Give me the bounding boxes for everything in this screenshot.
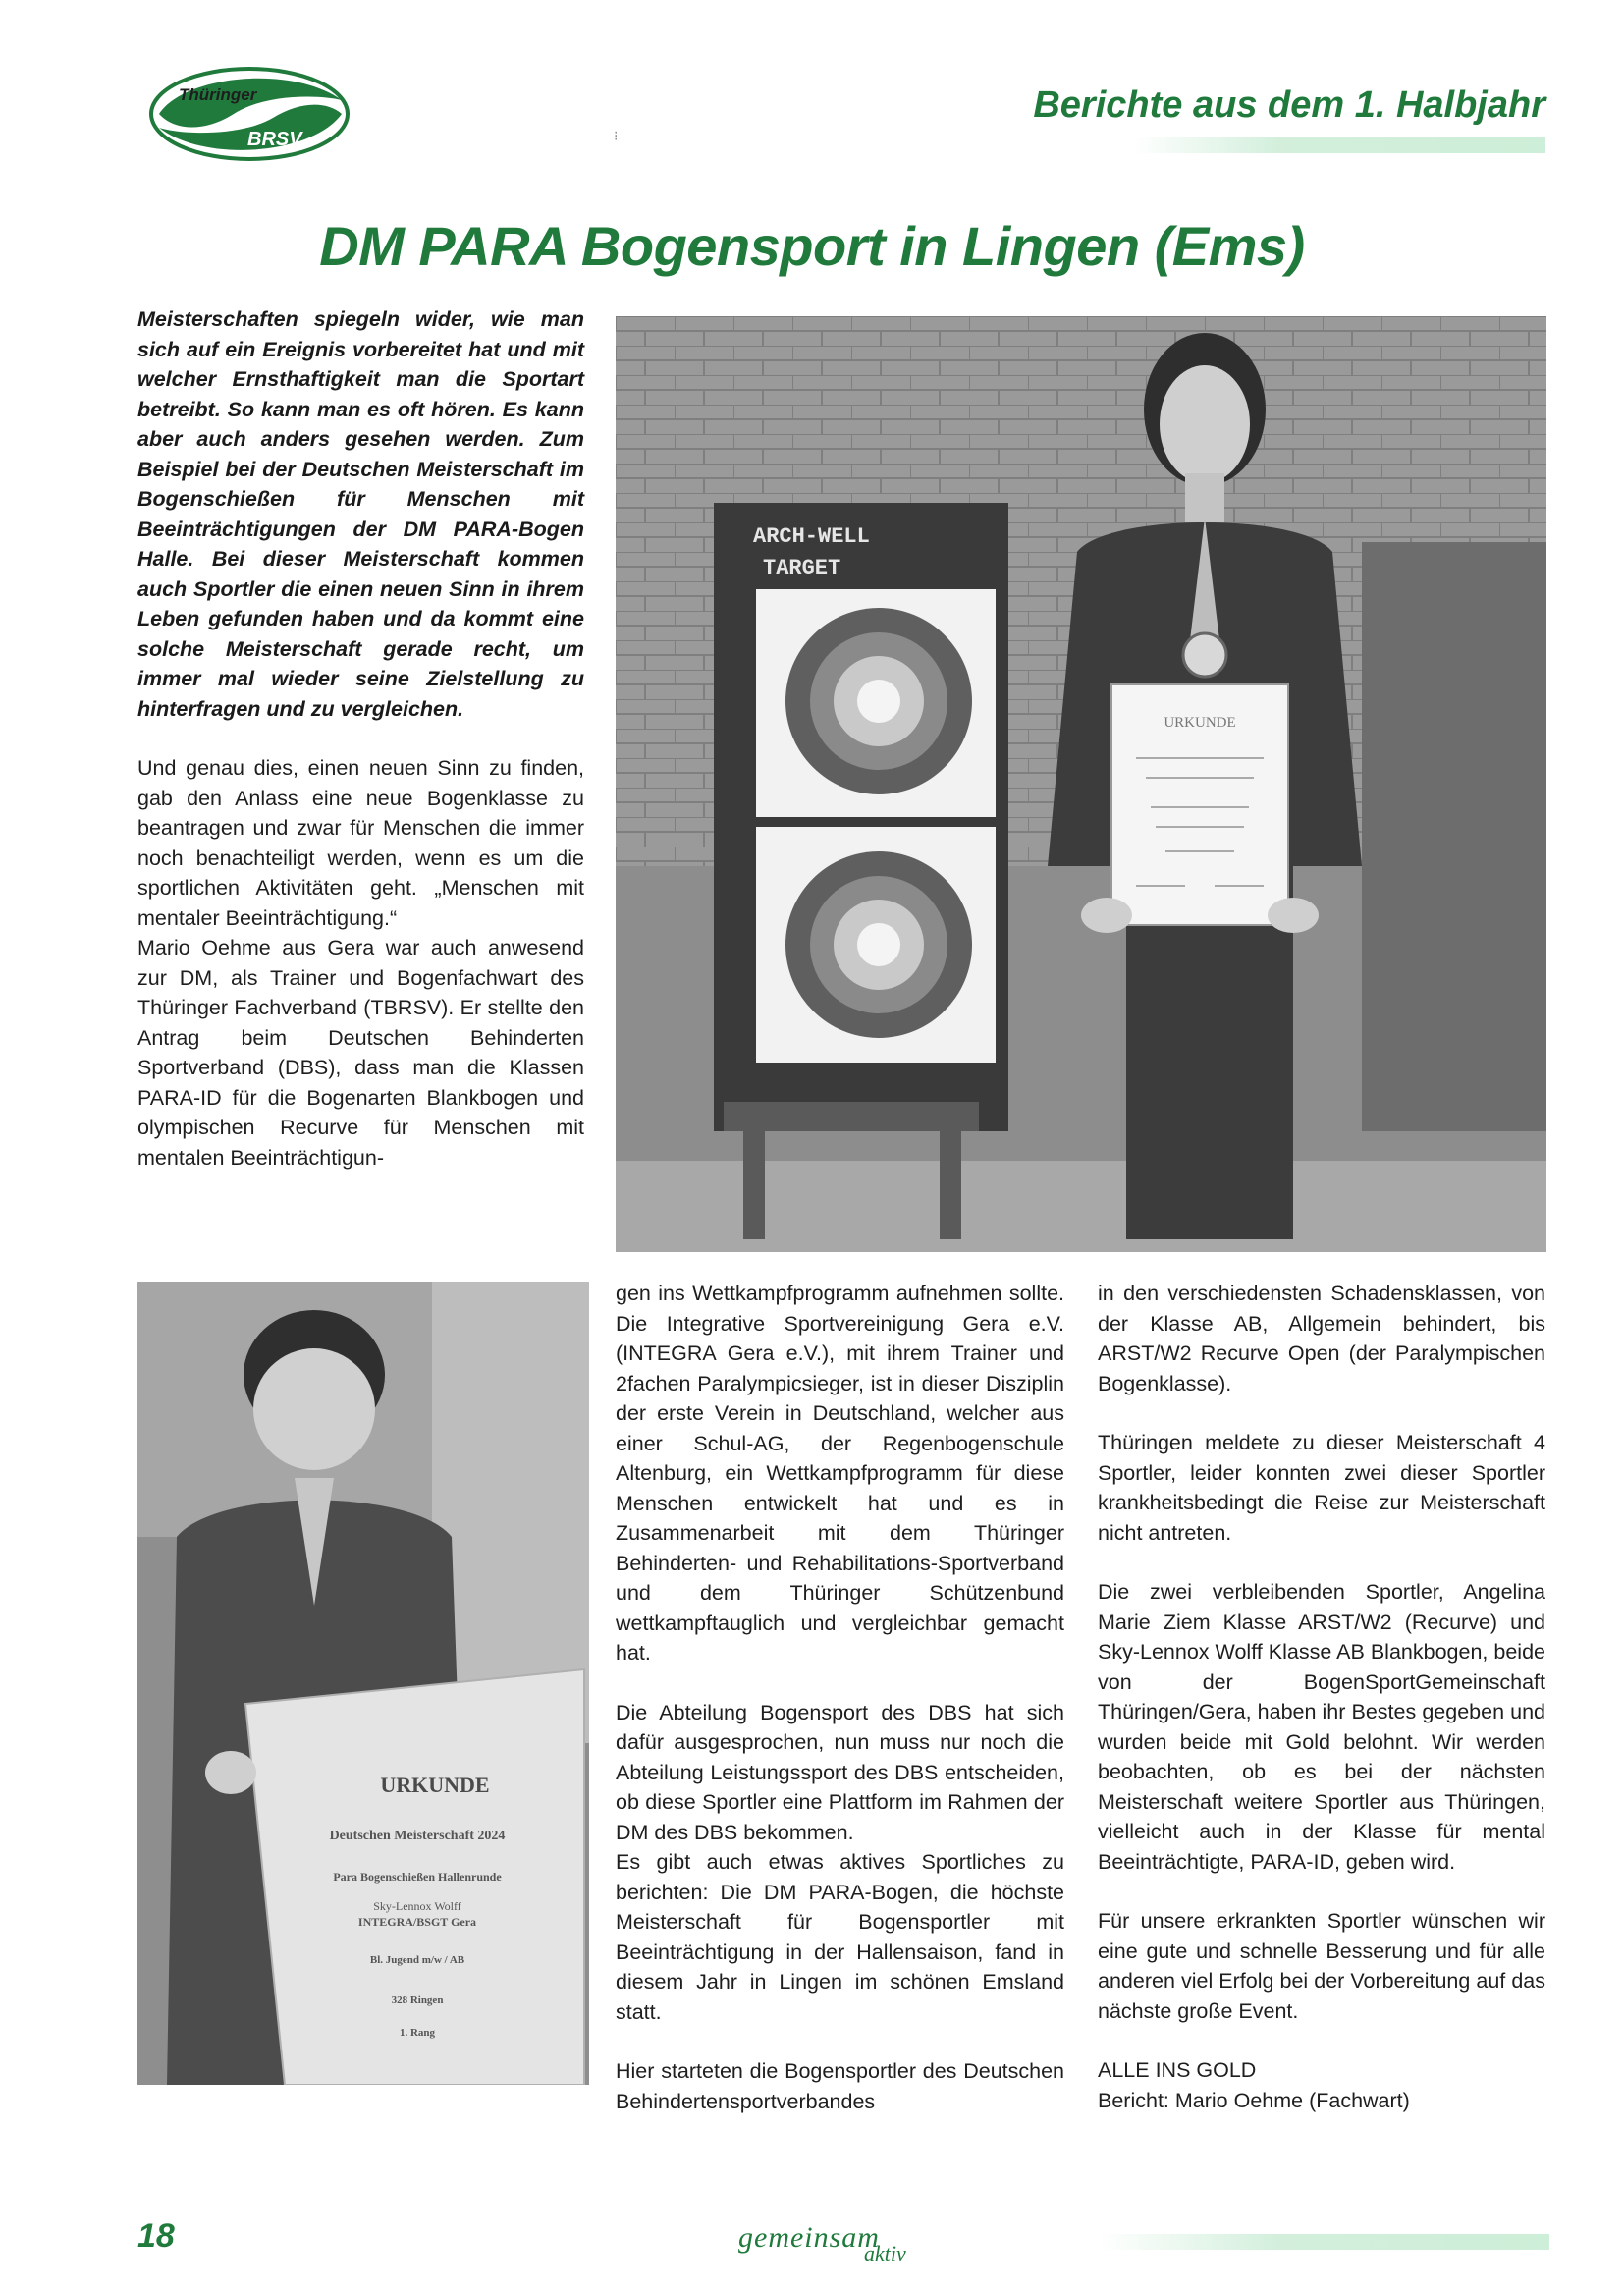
- thueringer-brsv-logo: [145, 61, 359, 171]
- article-intro: Meisterschaften spiegeln wider, wie man sich auf ein Ereignis vorbereitet hat und mit welcher Ernsthaftigkeit man die Sportart betreibt. So kann man es oft hören. Es kann aber auch anders gesehen werden. Zum Beispiel bei der Deutschen Meisterschaft im Bogenschießen für Menschen mit Beeinträchtigungen der DM PARA-Bogen Halle. Bei dieser Meisterschaft kommen auch Sportler die einen neuen Sinn in ihrem Leben gefunden haben und da kommt eine solche Meisterschaft gerade recht, um immer mal wieder seine Zielstellung zu hinterfragen und zu vergleichen.: [137, 307, 584, 721]
- article-title: DM PARA Bogensport in Lingen (Ems): [319, 215, 1305, 277]
- section-title: Berichte aus dem 1. Halbjahr: [1033, 84, 1545, 126]
- logo-graphic: [145, 61, 359, 171]
- page-number: 18: [137, 2217, 175, 2255]
- article-paragraph: Die zwei verbleibenden Sportler, Angelina Marie Ziem Klasse ARST/W2 (Recurve) und Sky-Lennox Wolff Klasse AB Blankbogen, beide von der BogenSportGemeinschaft Thüringen/Gera, haben ihr Bestes gegeben und wurden beide mit Gold belohnt. Wir werden beobachten, ob es bei der nächsten Meisterschaft weitere Sportler aus Thüringen, vielleicht auch in der Klasse für mental Beeinträchtigte, PARA-ID, geben wird.: [1098, 1580, 1545, 1874]
- article-column-2: [616, 1279, 1064, 2116]
- banner-line1: ARCH-WELL: [753, 524, 870, 549]
- photo-main-graphic: [616, 316, 1546, 1252]
- section-title-bar: [1133, 137, 1545, 153]
- certificate-line: Para Bogenschießen Hallenrunde: [333, 1870, 502, 1884]
- certificate-line: Sky-Lennox Wolff: [373, 1899, 461, 1913]
- article-paragraph: Mario Oehme aus Gera war auch anwesend zur DM, als Trainer und Bogenfachwart des Thüringer Fachverband (TBRSV). Er stellte den Antrag beim Deutschen Behinderten Sportverband (DBS), dass man die Klassen PARA-ID für die Bogenarten Blankbogen und olympischen Recurve für Menschen mit mentalen Beeinträchtigun-: [137, 936, 584, 1170]
- article-column-3: [1098, 1279, 1545, 2115]
- article-paragraph: Thüringen meldete zu dieser Meisterschaft 4 Sportler, leider konnten zwei dieser Sportler krankheitsbedingt die Reise zur Meisterschaft nicht antreten.: [1098, 1431, 1545, 1545]
- certificate-title: URKUNDE: [380, 1773, 490, 1797]
- report-author: Bericht: Mario Oehme (Fachwart): [1098, 2088, 1410, 2112]
- article-paragraph: Für unsere erkrankten Sportler wünschen wir eine gute und schnelle Besserung und für alle anderen viel Erfolg bei der Vorbereitung auf das nächste große Event.: [1098, 1909, 1545, 2023]
- certificate-line: 1. Rang: [399, 2027, 436, 2039]
- photo-archer-with-certificate: [616, 316, 1546, 1252]
- scan-mark: ⁝: [614, 128, 619, 143]
- footer-brand-sub: aktiv: [864, 2241, 906, 2266]
- certificate-line: Deutschen Meisterschaft 2024: [329, 1829, 506, 1843]
- logo-text-line1: Thüringer: [179, 85, 257, 104]
- article-paragraph: Es gibt auch etwas aktives Sportliches zu berichten: Die DM PARA-Bogen, die höchste Meisterschaft für Bogensportler mit Beeinträchtigung in der Hallensaison, fand in diesem Jahr in Lingen im schönen Emsland statt.: [616, 1850, 1064, 2024]
- photo-young-archer-with-certificate: [137, 1282, 589, 2085]
- article-paragraph: gen ins Wettkampfprogramm aufnehmen sollte. Die Integrative Sportvereinigung Gera e.V. (INTEGRA Gera e.V.), mit ihrem Trainer und 2fachen Paralympicsieger, ist in dieser Disziplin der erste Verein in Deutschland, welcher aus einer Schul-AG, der Regenbogenschule Altenburg, ein Wettkampfprogramm für diese Menschen entwickelt hat und es in Zusammenarbeit mit dem Thüringer Behinderten- und Rehabilitations-Sportverband und dem Thüringer Schützenbund wettkampftauglich und vergleichbar gemacht hat.: [616, 1282, 1064, 1665]
- footer-brand-logo: gemeinsam: [738, 2221, 880, 2254]
- certificate-title: URKUNDE: [1164, 715, 1236, 731]
- certificate-line: Bl. Jugend m/w / AB: [369, 1954, 465, 1966]
- banner-line2: TARGET: [763, 556, 841, 580]
- closing-slogan: ALLE INS GOLD: [1098, 2058, 1257, 2082]
- footer-bar: [1098, 2234, 1549, 2250]
- certificate-line: INTEGRA/BSGT Gera: [357, 1915, 477, 1929]
- article-paragraph: in den verschiedensten Schadensklassen, von der Klasse AB, Allgemein behindert, bis ARST/W2 Recurve Open (der Paralympischen Bogenklasse).: [1098, 1282, 1545, 1395]
- article-column-1: [137, 304, 584, 1173]
- article-paragraph: Die Abteilung Bogensport des DBS hat sich dafür ausgesprochen, nun muss nur noch die Abteilung Leistungssport des DBS entscheiden, ob diese Sportler eine Plattform im Rahmen der DM des DBS bekommen.: [616, 1700, 1064, 1844]
- logo-text-line2: BRSV: [247, 129, 302, 150]
- photo-second-graphic: [137, 1282, 589, 2085]
- certificate-line: 328 Ringen: [391, 1995, 444, 2006]
- article-paragraph: Und genau dies, einen neuen Sinn zu finden, gab den Anlass eine neue Bogenklasse zu beantragen und zwar für Menschen die immer noch benachteiligt werden, wenn es um die sportlichen Aktivitäten geht. „Menschen mit mentaler Beeinträchtigung.“: [137, 756, 584, 930]
- article-paragraph: Hier starteten die Bogensportler des Deutschen Behindertensportverbandes: [616, 2059, 1064, 2113]
